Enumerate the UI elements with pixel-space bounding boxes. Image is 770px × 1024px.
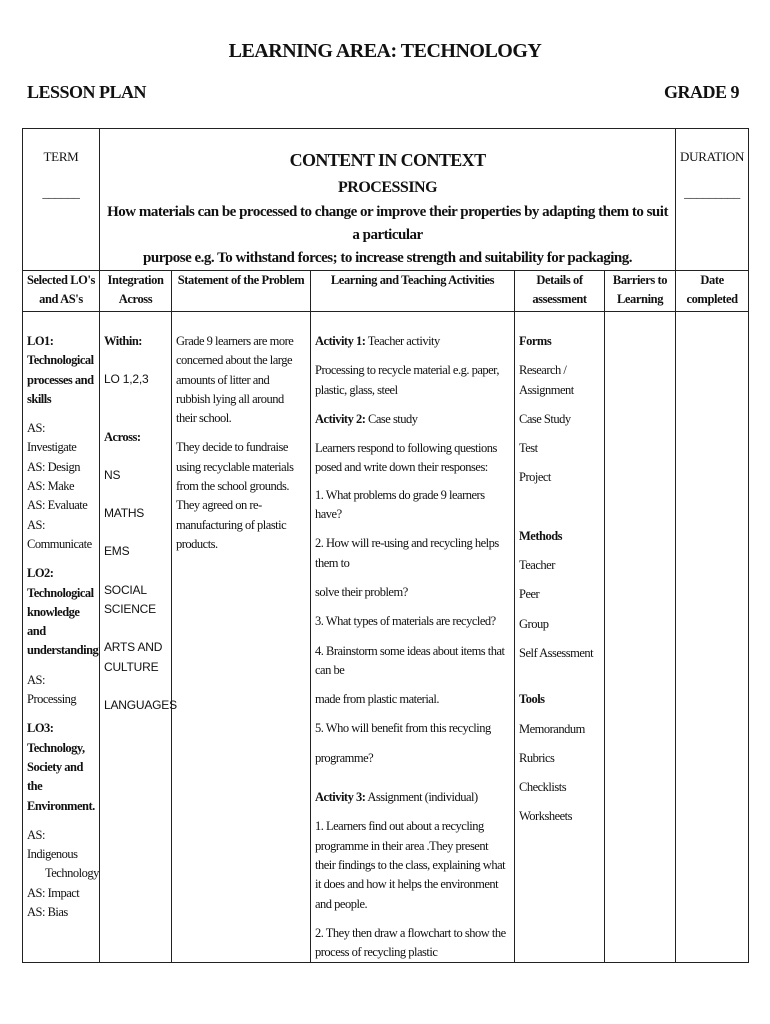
assessment-project: Project: [519, 470, 551, 485]
activity-1-heading: Activity 1: Teacher activity: [315, 334, 440, 348]
grade-label: GRADE 9: [663, 82, 739, 102]
lo-cell: [23, 312, 100, 963]
assessment-self: Self Assessment: [519, 645, 594, 660]
activity-3-heading: Activity 3: Assignment (individual): [315, 790, 478, 805]
activities-cell: [311, 312, 515, 963]
as-processing: AS: Processing: [27, 672, 77, 707]
question-5b: programme?: [315, 750, 374, 765]
as-indigenous-1: AS: Indigenous: [27, 827, 78, 862]
activity-3-text-1: 1. Learners find out about a recycling programme in their area .They present their findings to the class, explaining what it does and how it helps the environment and people.: [315, 819, 506, 911]
question-4a: 4. Brainstorm some ideas about items that can be: [315, 643, 505, 677]
integration-across: Across:: [104, 429, 141, 444]
as-communicate-1: AS:: [27, 517, 45, 532]
question-5a: 5. Who will benefit from this recycling: [315, 721, 491, 736]
barriers-cell: [605, 312, 676, 963]
lesson-plan-label: LESSON PLAN: [27, 82, 147, 102]
body-row: [23, 312, 749, 963]
question-2b: solve their problem?: [315, 584, 408, 599]
as-communicate-2: Communicate: [27, 536, 92, 551]
integration-cell: [100, 312, 177, 963]
lesson-plan-table: [22, 128, 749, 963]
column-header-row: [23, 271, 749, 312]
assessment-forms: Forms: [519, 334, 552, 348]
integration-ns: NS: [104, 467, 121, 482]
col-header-barriers: Barriers to Learning: [605, 271, 676, 312]
as-evaluate: AS: Evaluate: [27, 498, 88, 513]
question-1: 1. What problems do grade 9 learners have?: [315, 487, 485, 522]
col-header-activities: Learning and Teaching Activities: [311, 271, 515, 312]
integration-social-2: SCIENCE: [104, 602, 156, 617]
integration-arts-2: CULTURE: [104, 659, 159, 674]
integration-maths: MATHS: [104, 506, 145, 521]
assessment-test: Test: [519, 441, 538, 456]
content-desc-line-2: purpose e.g. To withstand forces; to increase strength and suitability for packaging.: [143, 250, 632, 266]
question-3: 3. What types of materials are recycled?: [315, 614, 496, 629]
integration-ems: EMS: [104, 544, 130, 559]
activity-3-text-2: 2. They then draw a flowchart to show the process of recycling plastic: [315, 925, 506, 960]
content-description: [100, 201, 675, 270]
integration-lo: LO 1,2,3: [104, 372, 149, 387]
problem-para-1: Grade 9 learners are more concerned about the large amounts of litter and rubbish lying all around their school.: [176, 334, 294, 426]
header-row: [23, 129, 749, 271]
content-subtitle: PROCESSING: [338, 179, 438, 196]
activity-1-text: Processing to recycle material e.g. paper, plastic, glass, steel: [315, 363, 499, 397]
integration-social-1: SOCIAL: [104, 582, 147, 597]
assessment-checklists: Checklists: [519, 780, 567, 795]
term-value: ______: [42, 185, 80, 200]
activity-2-heading: Activity 2: Case study: [315, 411, 418, 426]
content-title: CONTENT IN CONTEXT: [289, 150, 486, 170]
question-4b: made from plastic material.: [315, 692, 439, 707]
assessment-methods: Methods: [519, 528, 563, 543]
duration-cell: [676, 129, 749, 271]
page-title: LEARNING AREA: TECHNOLOGY: [228, 40, 542, 62]
lo3-title: LO3: Technology, Society and the Environment.: [27, 721, 95, 813]
assessment-research: Research / Assignment: [519, 363, 574, 397]
activity-2-text: Learners respond to following questions posed and write down their responses:: [315, 441, 497, 475]
assessment-worksheets: Worksheets: [519, 809, 573, 824]
as-impact: AS: Impact: [27, 885, 80, 900]
assessment-peer: Peer: [519, 587, 540, 602]
col-header-date: Date completed: [676, 271, 749, 312]
problem-cell: [172, 312, 311, 963]
problem-para-2: They decide to fundraise using recyclable materials from the school grounds. They agreed on re-manufacturing of plastic products.: [176, 440, 294, 551]
term-cell: [23, 129, 100, 271]
integration-within: Within:: [104, 334, 142, 348]
assessment-teacher: Teacher: [519, 558, 555, 573]
duration-label: DURATION: [680, 149, 745, 164]
as-indigenous-2: Technology: [45, 866, 99, 881]
duration-value: _________: [684, 185, 740, 200]
assessment-group: Group: [519, 616, 549, 631]
assessment-cell: [515, 312, 605, 963]
integration-languages: LANGUAGES: [104, 697, 177, 712]
assessment-memorandum: Memorandum: [519, 721, 585, 736]
assessment-rubrics: Rubrics: [519, 750, 555, 765]
content-in-context-cell: [100, 129, 676, 271]
question-2a: 2. How will re-using and recycling helps them to: [315, 536, 499, 570]
col-header-lo: Selected LO's and AS's: [23, 271, 100, 312]
col-header-integration: Integration Across: [100, 271, 172, 312]
as-design: AS: Design: [27, 459, 80, 474]
lo1-title: LO1: Technological processes and skills: [27, 334, 94, 406]
integration-arts-1: ARTS AND: [104, 640, 163, 655]
lo2-title: LO2: Technological knowledge and understanding: [27, 566, 99, 658]
term-label: TERM: [43, 149, 79, 164]
date-cell: [676, 312, 749, 963]
col-header-problem: Statement of the Problem: [172, 271, 311, 312]
as-make: AS: Make: [27, 479, 75, 494]
as-investigate: AS: Investigate: [27, 421, 77, 455]
as-bias: AS: Bias: [27, 905, 68, 920]
assessment-case-study: Case Study: [519, 411, 571, 426]
assessment-tools: Tools: [519, 692, 545, 707]
content-desc-line-1: How materials can be processed to change or improve their properties by adapting them to suit a particular: [107, 204, 668, 243]
col-header-assessment: Details of assessment: [515, 271, 605, 312]
